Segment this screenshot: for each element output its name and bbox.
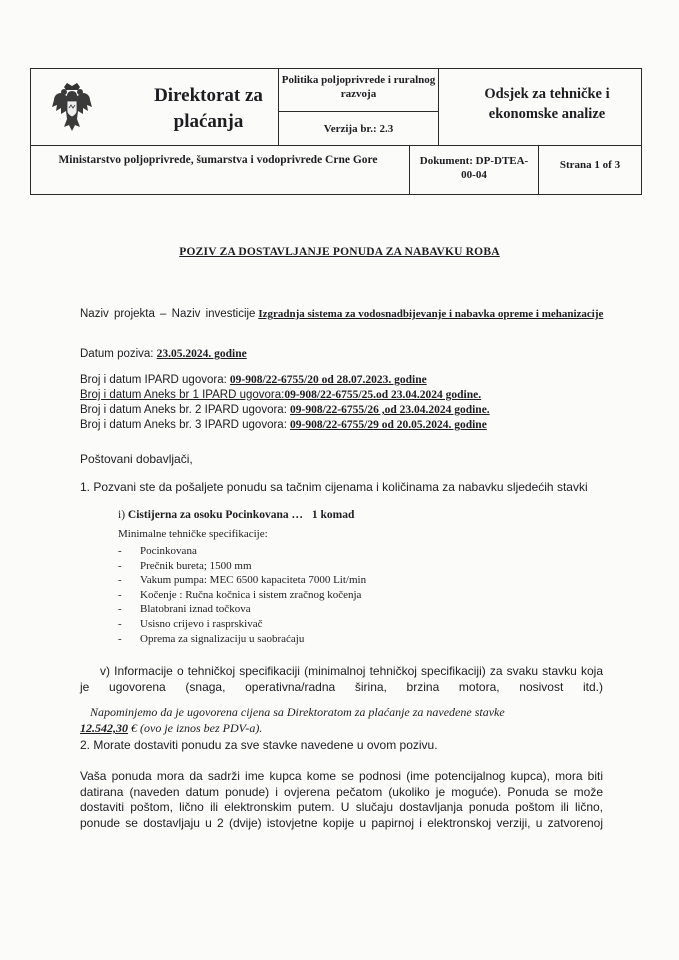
invitation-date-label: Datum poziva: <box>80 348 154 360</box>
list-item: - Usisno crijevo i rasprskivač <box>118 617 366 632</box>
list-item: - Prečnik bureta; 1500 mm <box>118 559 366 574</box>
contract-label: Broj i datum Aneks br 1 IPARD ugovora: <box>80 389 285 401</box>
contract-label: Broj i datum Aneks br. 3 IPARD ugovora: <box>80 419 287 431</box>
item-name: Cistijerna za osoku Pocinkovana … <box>127 509 303 521</box>
contract-line <box>80 402 490 418</box>
page-number-text: Strana 1 of 3 <box>559 159 621 171</box>
institution-title: Direktorat za plaćanja <box>154 85 263 132</box>
document-id-text: Dokument: DP-DTEA-00-04 <box>419 155 529 181</box>
ministry-text: Ministarstvo poljoprivrede, šumarstva i vodoprivrede Crne Gore <box>58 154 378 166</box>
contract-line <box>80 417 487 433</box>
info-v-paragraph: v) Informacije o tehničkoj specifikaciji (minimalnoj tehničkoj specifikaciji) za svaku stavku koja je ugovorena (snaga, operativna/radna širina, brzina motora, nosivost itd.) <box>80 664 603 694</box>
greeting: Poštovani dobavljači, <box>80 452 193 466</box>
price-note-text: Napominjemo da je ugovorena cijena sa Direktoratom za plaćanje za navedene stavke <box>90 705 505 719</box>
document-id-cell <box>409 145 539 195</box>
contract-label: Broj i datum Aneks br. 2 IPARD ugovora: <box>80 404 287 416</box>
project-label: Naziv projekta – Naziv investicije <box>80 308 256 320</box>
invitation-date-line <box>80 346 247 362</box>
price-note-suffix: € (ovo je iznos bez PDV-a). <box>128 721 263 735</box>
list-item: - Kočenje : Ručna kočnica i sistem zračnog kočenja <box>118 588 366 603</box>
item-number: i) <box>118 509 126 521</box>
price-note-amount: 12.542,30 <box>80 721 128 735</box>
contract-value: 09-908/22-6755/29 od 20.05.2024. godine <box>290 419 487 431</box>
document-header-table <box>30 68 642 195</box>
contract-label: Broj i datum IPARD ugovora: <box>80 374 227 386</box>
spec-label: Minimalne tehničke specifikacije: <box>118 528 268 540</box>
policy-cell <box>278 68 439 112</box>
contract-value: 09-908/22-6755/26 ,od 23.04.2024 godine. <box>290 404 490 416</box>
department-text: Odsjek za tehničke i ekonomske analize <box>484 86 610 122</box>
coat-of-arms-icon <box>49 81 95 135</box>
point-1: 1. Pozvani ste da pošaljete ponudu sa tačnim cijenama i količinama za nabavku sljedećih stavki <box>80 480 588 494</box>
contract-value: 09-908/22-6755/20 od 28.07.2023. godine <box>229 374 427 386</box>
header-logo-cell <box>30 68 278 146</box>
version-cell <box>278 111 439 146</box>
project-value: Izgradnja sistema za vodosnadbijevanje i nabavka opreme i mehanizacije <box>258 308 604 320</box>
contract-line <box>80 372 427 388</box>
item-quantity: 1 komad <box>311 509 355 521</box>
point-2: 2. Morate dostaviti ponudu za sve stavke navedene u ovom pozivu. <box>80 738 438 752</box>
contract-value: 09-908/22-6755/25.od 23.04.2024 godine. <box>284 389 482 401</box>
item-line <box>118 508 354 523</box>
list-item: - Pocinkovana <box>118 544 366 559</box>
submission-paragraph: Vaša ponuda mora da sadrži ime kupca kome se podnosi (ime potencijalnog kupca), mora biti datirana (naveden datum ponude) i ovjerena pečatom (ukoliko je moguće). Ponuda se može dostaviti poštom, lično ili elektronskim putem. U slučaju dostavljanja ponuda poštom ili lično, ponude se dostavljaju u 2 (dvije) istovjetne kopije u papirnoj i elektronskoj verziji, u zatvorenoj <box>80 769 603 830</box>
price-note <box>80 704 603 736</box>
list-item: - Vakum pumpa: MEC 6500 kapaciteta 7000 Lit/min <box>118 573 366 588</box>
version-text: Verzija br.: 2.3 <box>323 123 394 135</box>
contract-line <box>80 387 481 403</box>
project-line <box>80 307 615 322</box>
department-cell <box>438 68 642 146</box>
invitation-date-value: 23.05.2024. godine <box>156 348 247 360</box>
page-title <box>0 242 679 260</box>
page-title-text: POZIV ZA DOSTAVLJANJE PONUDA ZA NABAVKU ROBA <box>179 246 500 258</box>
ministry-cell <box>30 145 410 195</box>
list-item: - Oprema za signalizaciju u saobraćaju <box>118 632 366 647</box>
policy-text: Politika poljoprivrede i ruralnog razvoja <box>281 74 436 100</box>
spec-list <box>118 544 366 646</box>
list-item: - Blatobrani iznad točkova <box>118 602 366 617</box>
page-number-cell <box>538 145 642 195</box>
